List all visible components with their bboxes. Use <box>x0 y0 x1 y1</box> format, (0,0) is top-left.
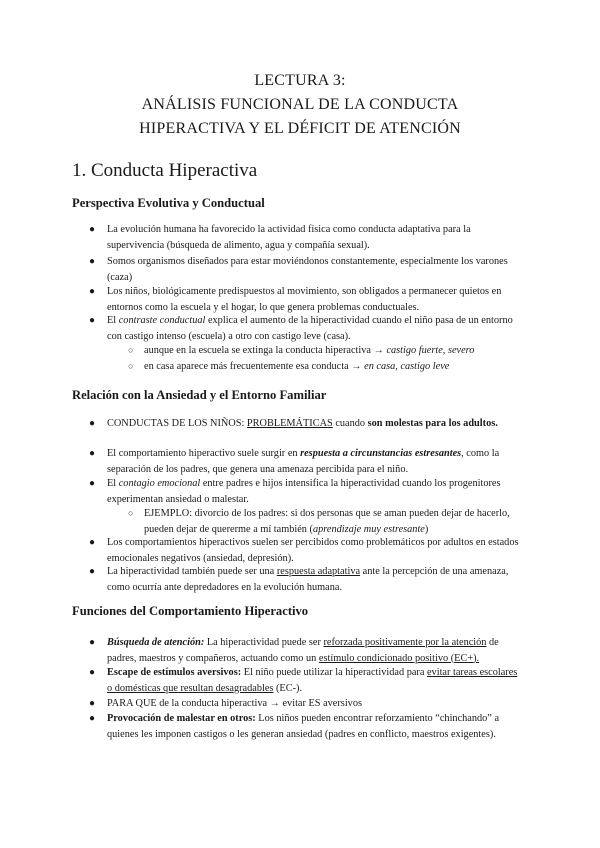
bullet-icon: ● <box>89 478 96 489</box>
subsection-heading-funciones: Funciones del Comportamiento Hiperactivo <box>72 604 309 618</box>
bullet-icon: ● <box>89 566 96 577</box>
list-item: El contagio emocional entre padres e hijos intensifica la hiperactividad cuando los progenitores experimentan ansiedad o malestar. <box>107 478 501 505</box>
list-item: Los niños, biológicamente predispuestos al movimiento, son obligados a permanecer quietos en entornos como la escuela y el hogar, lo que genera problemas conductuales. <box>107 286 502 313</box>
lecture-title-line-1: LECTURA 3: <box>254 72 346 89</box>
sub-list-item: aunque en la escuela se extinga la conducta hiperactiva → castigo fuerte, severo <box>144 345 475 356</box>
section-heading: 1. Conducta Hiperactiva <box>72 160 258 181</box>
bullet-icon: ● <box>89 315 96 326</box>
list-item: El contraste conductual explica el aumento de la hiperactividad cuando el niño pasa de un entorno con castigo intenso (escuela) a otro con castigo leve (casa). <box>107 315 513 342</box>
list-item: La hiperactividad también puede ser una respuesta adaptativa ante la percepción de una amenaza, como ocurría ante depredadores en la evolución humana. <box>107 566 509 593</box>
bullet-icon: ● <box>89 448 96 459</box>
sub-list-item: en casa aparece más frecuentemente esa conducta → en casa, castigo leve <box>144 361 450 372</box>
list-item: Búsqueda de atención: La hiperactividad puede ser reforzada positivamente por la atención de padres, maestros y compañeros, actuando como un estímulo condicionado positivo (EC+). <box>107 637 499 664</box>
lecture-title-line-3: HIPERACTIVA Y EL DÉFICIT DE ATENCIÓN <box>139 120 461 137</box>
sub-bullet-icon: ○ <box>128 361 134 371</box>
bullet-icon: ● <box>89 667 96 678</box>
lecture-title-line-2: ANÁLISIS FUNCIONAL DE LA CONDUCTA <box>141 96 459 113</box>
bullet-icon: ● <box>89 286 96 297</box>
bullet-icon: ● <box>89 713 96 724</box>
list-item: Los comportamientos hiperactivos suelen ser percibidos como problemáticos por adultos en estados emocionales negativos (ansiedad, depresión). <box>107 537 519 564</box>
list-item: La evolución humana ha favorecido la actividad física como conducta adaptativa para la supervivencia (búsqueda de alimento, agua y compañía sexual). <box>107 224 471 251</box>
list-item: CONDUCTAS DE LOS NIÑOS: PROBLEMÁTICAS cuando son molestas para los adultos. <box>107 418 498 429</box>
bullet-icon: ● <box>89 537 96 548</box>
sub-bullet-icon: ○ <box>128 508 134 518</box>
list-item: El comportamiento hiperactivo suele surgir en respuesta a circunstancias estresantes, como la separación de los padres, que genera una amenaza percibida para el niño. <box>107 448 500 475</box>
bullet-icon: ● <box>89 698 96 709</box>
list-item: Escape de estímulos aversivos: El niño puede utilizar la hiperactividad para evitar tareas escolares o domésticas que resultan desagradables (EC-). <box>107 667 518 694</box>
subsection-heading-ansiedad: Relación con la Ansiedad y el Entorno Familiar <box>72 388 327 402</box>
list-item: PARA QUE de la conducta hiperactiva → evitar ES aversivos <box>107 698 362 709</box>
subsection-heading-perspectiva: Perspectiva Evolutiva y Conductual <box>72 196 265 210</box>
bullet-icon: ● <box>89 418 96 429</box>
sub-list-item: EJEMPLO: divorcio de los padres: si dos personas que se aman pueden dejar de hacerlo, pueden dejar de quererme a mí también (aprendizaje muy estresante) <box>144 508 510 535</box>
bullet-icon: ● <box>89 637 96 648</box>
list-item: Somos organismos diseñados para estar moviéndonos constantemente, especialmente los varones (caza) <box>107 256 508 283</box>
bullet-icon: ● <box>89 224 96 235</box>
list-item: Provocación de malestar en otros: Los niños pueden encontrar reforzamiento “chinchando” a quienes les imponen castigos o les generan ansiedad (padres en conflicto, maestros exigentes). <box>107 713 500 740</box>
bullet-icon: ● <box>89 256 96 267</box>
sub-bullet-icon: ○ <box>128 345 134 355</box>
